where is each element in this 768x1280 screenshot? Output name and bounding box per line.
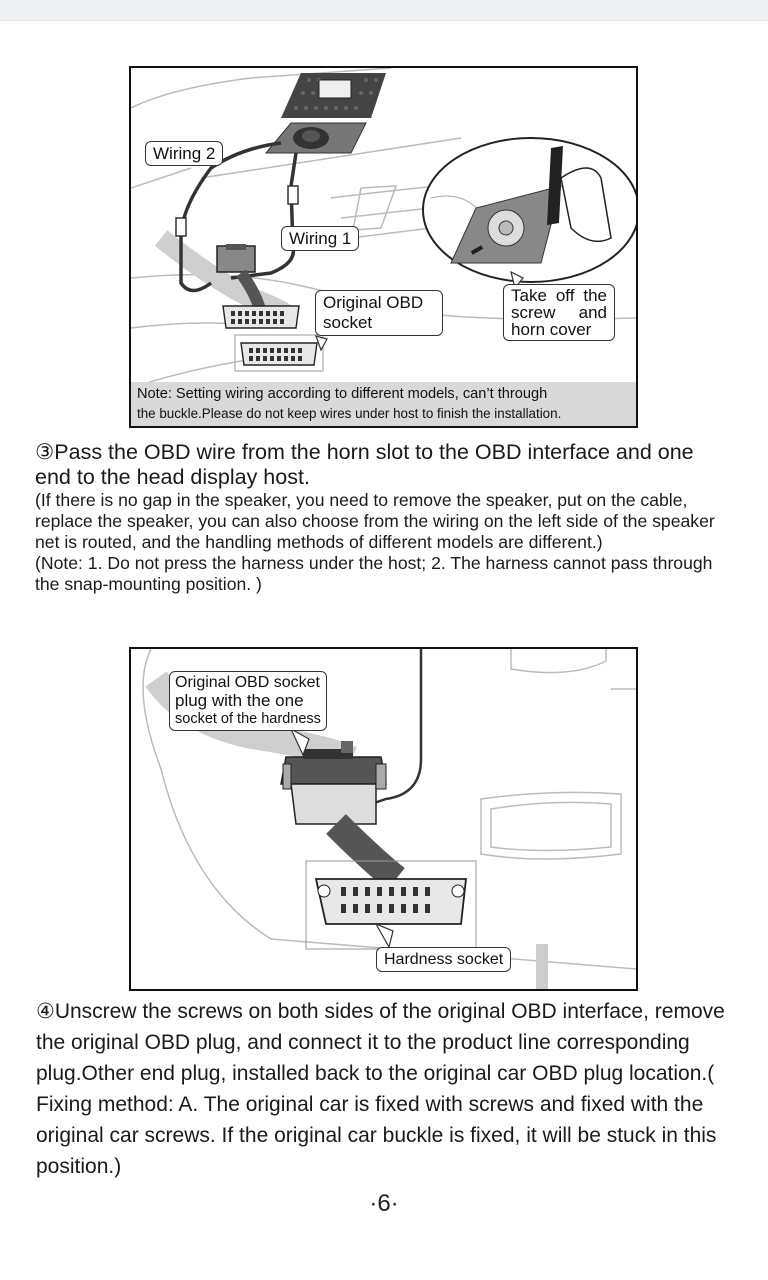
step-3-heading: ③Pass the OBD wire from the horn slot to the OBD interface and one end to the head display host.	[35, 440, 694, 489]
obd-plug-label-line-3: socket of the hardness	[175, 711, 321, 727]
wiring-drawing	[131, 68, 636, 426]
hardness-socket-label: Hardness socket	[376, 947, 511, 972]
top-status-bar	[0, 0, 768, 21]
step-3-note: (Note: 1. Do not press the harness under the host; 2. The harness cannot pass through the snap-mounting position. )	[35, 553, 713, 594]
obd-plug-label-line-2: plug with the one	[175, 691, 304, 710]
note-line-2: the buckle.Please do not keep wires under host to finish the installation.	[137, 406, 562, 421]
wiring-1-label: Wiring 1	[281, 226, 359, 251]
installation-note	[131, 382, 636, 426]
take-off-screw-label: Take off the screw and horn cover	[503, 284, 615, 341]
wiring-illustration	[129, 66, 638, 428]
page-number: ·6·	[369, 1190, 399, 1217]
step-3-detail: (If there is no gap in the speaker, you need to remove the speaker, put on the cable, replace the speaker, you can also choose from the wiring on the left side of the speaker net is routed, and the handling methods of different models are different.)	[35, 490, 715, 552]
obd-plug-illustration	[129, 647, 638, 991]
step-4-text: ④Unscrew the screws on both sides of the original OBD interface, remove the original OBD plug, and connect it to the product line corresponding plug.Other end plug, installed back to the original car OBD plug location.( Fixing method: A. The original car is fixed with screws and fixed with the original car screws. If the original car buckle is fixed, it will be stuck in this position.)	[36, 1000, 725, 1178]
obd-plug-label-line-1: Original OBD socket	[175, 674, 320, 691]
note-line-1: Note: Setting wiring according to different models, can’t through	[137, 386, 548, 402]
step-3-section	[35, 440, 735, 595]
original-obd-socket-label: Original OBD socket	[315, 290, 443, 336]
wiring-2-label: Wiring 2	[145, 141, 223, 166]
obd-plug-label	[169, 671, 327, 731]
